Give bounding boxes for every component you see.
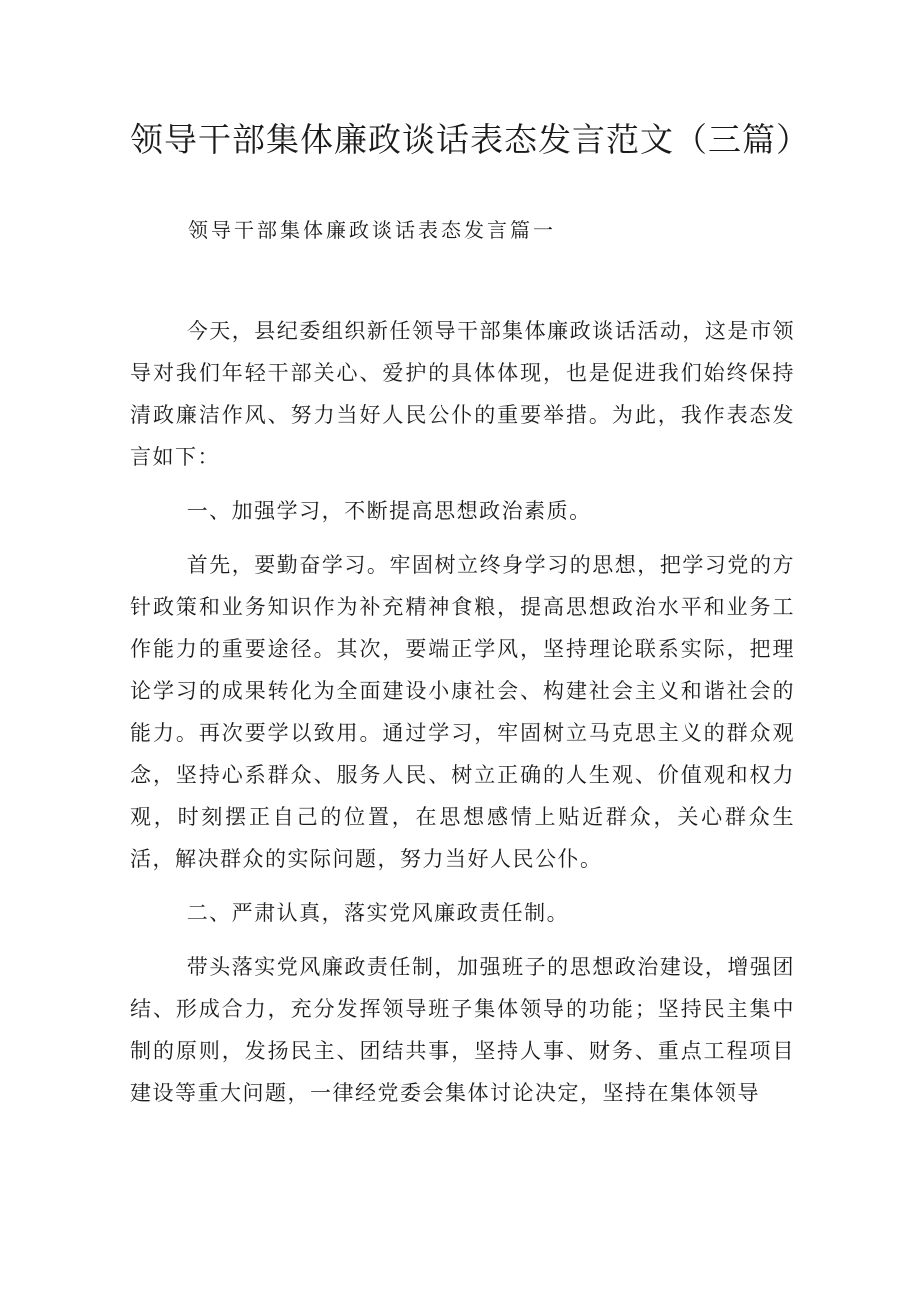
paragraph-intro: 今天，县纪委组织新任领导干部集体廉政谈话活动，这是市领导对我们年轻干部关心、爱护的具体体现，也是促进我们始终保持清政廉洁作风、努力当好人民公仆的重要举措。为此，我作表态发言如下： <box>130 319 795 469</box>
paragraph-responsibility: 带头落实党风廉政责任制，加强班子的思想政治建设，增强团结、形成合力，充分发挥领导班子集体领导的功能；坚持民主集中制的原则，发扬民主、团结共事，坚持人事、财务、重点工程项目建设等重大问题，一律经党委会集体讨论决定，坚持在集体领导 <box>130 955 795 1105</box>
section-subtitle: 领导干部集体廉政谈话表态发言篇一 <box>188 218 556 242</box>
section-heading-two: 二、严肃认真，落实党风廉政责任制。 <box>186 901 570 925</box>
paragraph-study: 首先，要勤奋学习。牢固树立终身学习的思想，把学习党的方针政策和业务知识作为补充精神食粮，提高思想政治水平和业务工作能力的重要途径。其次，要端正学风，坚持理论联系实际，把理论学习的成果转化为全面建设小康社会、构建社会主义和谐社会的能力。再次要学以致用。通过学习，牢固树立马克思主义的群众观念，坚持心系群众、服务人民、树立正确的人生观、价值观和权力观，时刻摆正自己的位置，在思想感情上贴近群众，关心群众生活，解决群众的实际问题，努力当好人民公仆。 <box>130 553 795 871</box>
document-body <box>130 310 795 1126</box>
section-heading-one: 一、加强学习，不断提高思想政治素质。 <box>186 499 592 523</box>
document-title: 领导干部集体廉政谈话表态发言范文（三篇） <box>130 120 810 159</box>
